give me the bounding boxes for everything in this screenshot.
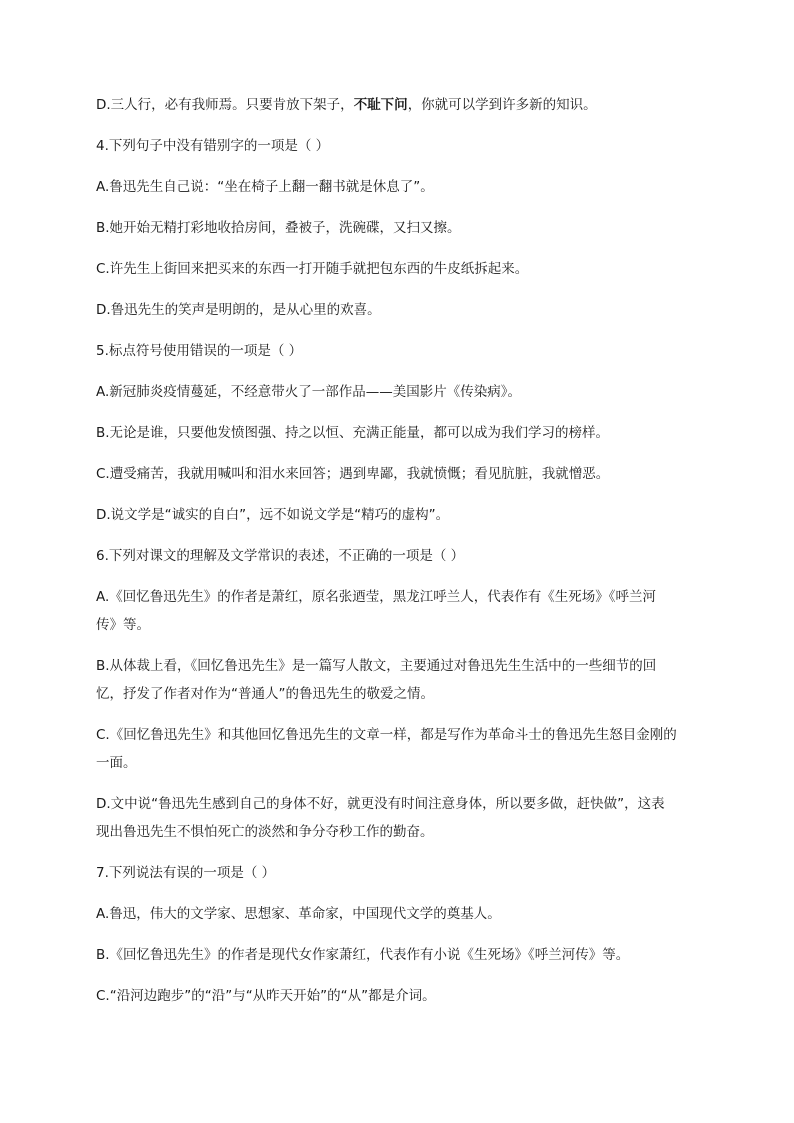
option-6b-line-1: B.从体裁上看，《回忆鲁迅先生》是一篇写人散文，主要通过对鲁迅先生生活中的一些细节的回 — [96, 658, 657, 674]
option-7b: B.《回忆鲁迅先生》的作者是现代女作家萧红，代表作有小说《生死场》《呼兰河传》等。 — [96, 947, 630, 963]
option-7a: A.鲁迅，伟大的文学家、思想家、革命家，中国现代文学的奠基人。 — [96, 906, 501, 922]
option-6b-line-2: 忆，抒发了作者对作为“普通人”的鲁迅先生的敬爱之情。 — [96, 686, 434, 702]
option-6a-line-1: A.《回忆鲁迅先生》的作者是萧红，原名张迺莹，黑龙江呼兰人，代表作有《生死场》《呼兰河 — [96, 589, 657, 605]
option-4b: B.她开始无精打彩地收拾房间，叠被子，洗碗碟，又扫又擦。 — [96, 220, 461, 236]
option-4a: A.鲁迅先生自己说：“坐在椅子上翻一翻书就是休息了”。 — [96, 179, 434, 195]
option-6d-line-1: D.文中说“鲁迅先生感到自己的身体不好，就更没有时间注意身体，所以要多做，赶快做”，这表 — [96, 796, 665, 812]
option-4d: D.鲁迅先生的笑声是明朗的，是从心里的欢喜。 — [96, 302, 381, 318]
option-6a-line-2: 传》等。 — [96, 617, 150, 633]
question-6: 6.下列对课文的理解及文学常识的表述，不正确的一项是（ ） — [96, 548, 465, 564]
option-4c: C.许先生上街回来把买来的东西一打开随手就把包东西的牛皮纸拆起来。 — [96, 261, 529, 277]
option-6d-line-2: 现出鲁迅先生不惧怕死亡的淡然和争分夺秒工作的勤奋。 — [96, 824, 434, 840]
option-6c-line-1: C.《回忆鲁迅先生》和其他回忆鲁迅先生的文章一样，都是写作为革命斗士的鲁迅先生怒目金刚的 — [96, 727, 677, 743]
option-3d-text-a: D.三人行，必有我师焉。只要肯放下架子， — [96, 97, 354, 113]
option-5c: C.遭受痛苦，我就用喊叫和泪水来回答；遇到卑鄙，我就愤慨；看见肮脏，我就憎恶。 — [96, 466, 610, 482]
option-5d: D.说文学是“诚实的自白”，远不如说文学是“精巧的虚构”。 — [96, 507, 450, 523]
option-6b — [96, 652, 698, 708]
question-7: 7.下列说法有误的一项是（ ） — [96, 865, 276, 881]
option-6c — [96, 721, 698, 777]
option-5a: A.新冠肺炎疫情蔓延，不经意带火了一部作品——美国影片《传染病》。 — [96, 384, 522, 400]
question-5: 5.标点符号使用错误的一项是（ ） — [96, 343, 303, 359]
option-3d-text-c: ，你就可以学到许多新的知识。 — [407, 97, 597, 113]
option-3d-bold-phrase: 不耻下问 — [353, 97, 408, 113]
option-6d — [96, 790, 698, 846]
option-5b: B.无论是谁，只要他发愤图强、持之以恒、充满正能量，都可以成为我们学习的榜样。 — [96, 425, 610, 441]
option-7c: C.“沿河边跑步”的“沿”与“从昨天开始”的“从”都是介词。 — [96, 988, 436, 1004]
option-6c-line-2: 一面。 — [96, 755, 137, 771]
question-4: 4.下列句子中没有错别字的一项是（ ） — [96, 138, 330, 154]
option-3d — [96, 91, 698, 119]
option-6a — [96, 583, 698, 639]
